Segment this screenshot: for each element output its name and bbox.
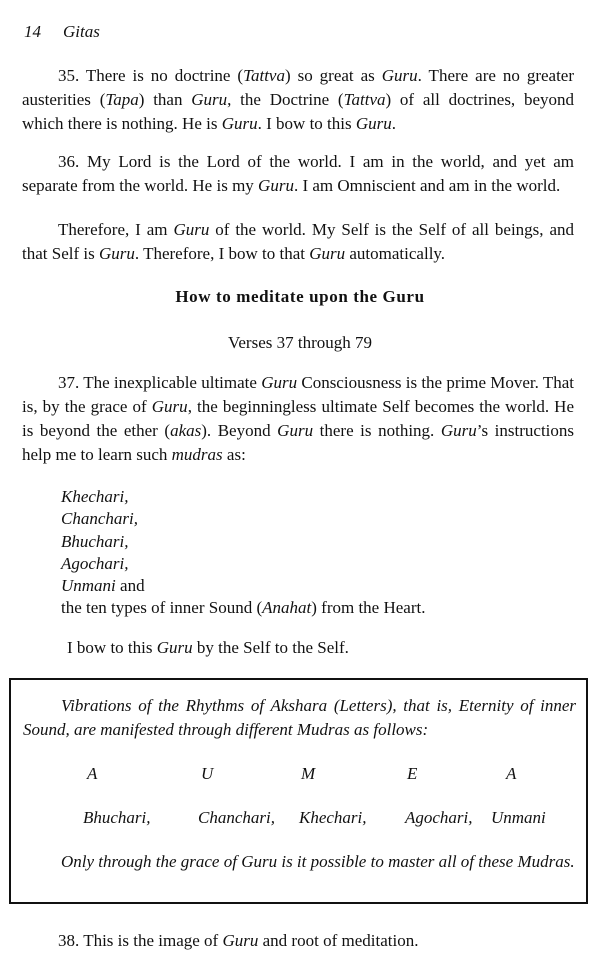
box-intro: Vibrations of the Rhythms of Akshara (Letters), that is, Eternity of inner Sound, are manifested through different Mudras as follows: <box>23 696 576 739</box>
mudra-bhuchari: Bhuchari, <box>83 808 151 827</box>
letter-e: E <box>407 764 418 783</box>
section-subheading: Verses 37 through 79 <box>227 333 372 352</box>
therefore-paragraph: Therefore, I am Guru of the world. My Self is the Self of all beings, and that Self is Guru. Therefore, I bow to that Guru automatically. <box>22 220 574 263</box>
letter-u: U <box>201 764 214 783</box>
list-item: the ten types of inner Sound (Anahat) from the Heart. <box>61 598 426 618</box>
page-number: 14 <box>24 22 41 41</box>
list-item: Bhuchari, <box>61 531 129 551</box>
mudra-chanchari: Chanchari, <box>198 808 275 827</box>
bow-line: I bow to this Guru by the Self to the Self. <box>67 638 349 657</box>
running-title: Gitas <box>63 22 100 41</box>
mudra-khechari: Khechari, <box>299 808 367 827</box>
verse-36: 36. My Lord is the Lord of the world. I am in the world, and yet am separate from the world. He is my Guru. I am Omniscient and am in the world. <box>22 152 574 195</box>
mudra-agochari: Agochari, <box>405 808 473 827</box>
list-item: Chanchari, <box>61 509 138 529</box>
running-header <box>24 20 100 44</box>
verse-37: 37. The inexplicable ultimate Guru Consciousness is the prime Mover. That is, by the grace of Guru, the beginningless ultimate Self becomes the world. He is beyond the ether (akas). Beyond Guru there is nothing. Guru’s instructions help me to learn such mudras as: <box>22 373 575 464</box>
mudra-unmani: Unmani <box>491 808 546 827</box>
verse-38: 38. This is the image of Guru and root of meditation. <box>58 931 419 950</box>
mudra-list <box>61 486 425 620</box>
verse-35: 35. There is no doctrine (Tattva) so great as Guru. There are no greater austerities (Tapa) than Guru, the Doctrine (Tattva) of all doctrines, beyond which there is nothing. He is Guru. I bow to this Guru. <box>22 66 575 133</box>
list-item: Unmani and <box>61 576 145 596</box>
box-closing: Only through the grace of Guru is it possible to master all of these Mudras. <box>61 852 575 871</box>
list-item: Agochari, <box>61 553 129 573</box>
section-heading: How to meditate upon the Guru <box>175 287 425 306</box>
letter-m: M <box>301 764 316 783</box>
letter-a: A <box>87 764 98 783</box>
list-item: Khechari, <box>61 487 129 506</box>
letter-a-final: A <box>506 764 517 783</box>
mudra-box <box>9 678 588 904</box>
